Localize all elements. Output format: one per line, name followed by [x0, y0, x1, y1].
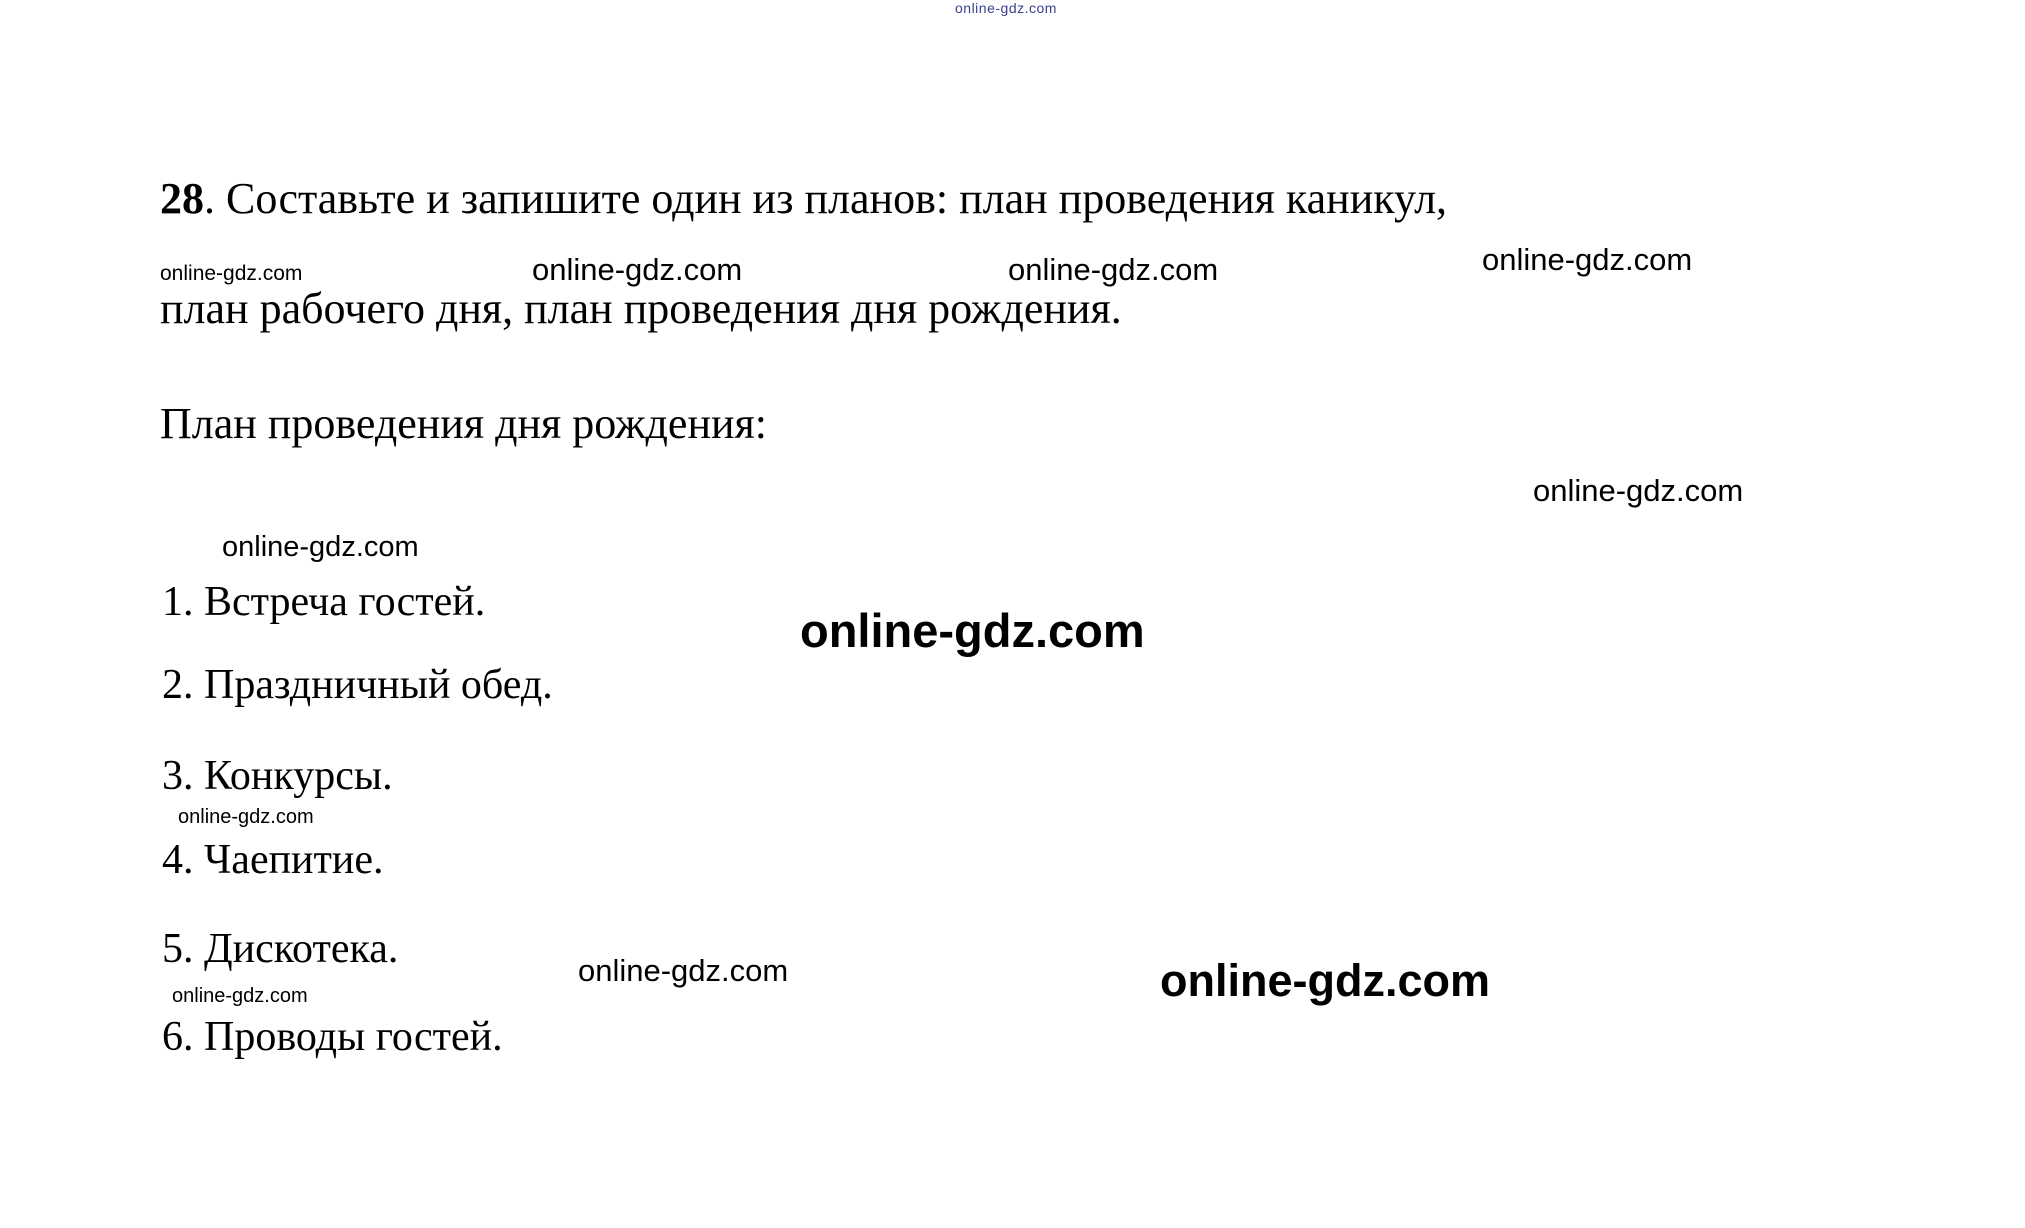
watermark-top: online-gdz.com: [955, 0, 1057, 16]
exercise-heading: [160, 175, 1447, 223]
watermark: online-gdz.com: [578, 953, 789, 988]
watermark: online-gdz.com: [172, 985, 308, 1007]
watermark: online-gdz.com: [800, 604, 1145, 657]
list-item: 6. Проводы гостей.: [162, 1014, 503, 1060]
watermark: online-gdz.com: [532, 252, 743, 287]
exercise-number: 28: [160, 174, 204, 223]
list-item: 1. Встреча гостей.: [162, 579, 486, 625]
list-item: 4. Чаепитие.: [162, 837, 384, 883]
list-item: 3. Конкурсы.: [162, 753, 393, 799]
list-item: 2. Праздничный обед.: [162, 662, 553, 708]
exercise-prompt-line-1: . Составьте и запишите один из планов: план проведения каникул,: [204, 174, 1448, 223]
list-item: 5. Дискотека.: [162, 926, 399, 972]
watermark: online-gdz.com: [1160, 955, 1490, 1006]
watermark: online-gdz.com: [160, 262, 303, 285]
watermark: online-gdz.com: [1533, 473, 1744, 508]
watermark: online-gdz.com: [178, 806, 314, 828]
watermark: online-gdz.com: [222, 531, 419, 563]
exercise-prompt-line-2: план рабочего дня, план проведения дня рождения.: [160, 284, 1122, 333]
watermark: online-gdz.com: [1482, 242, 1693, 277]
watermark: online-gdz.com: [1008, 252, 1219, 287]
plan-title: План проведения дня рождения:: [160, 399, 768, 448]
